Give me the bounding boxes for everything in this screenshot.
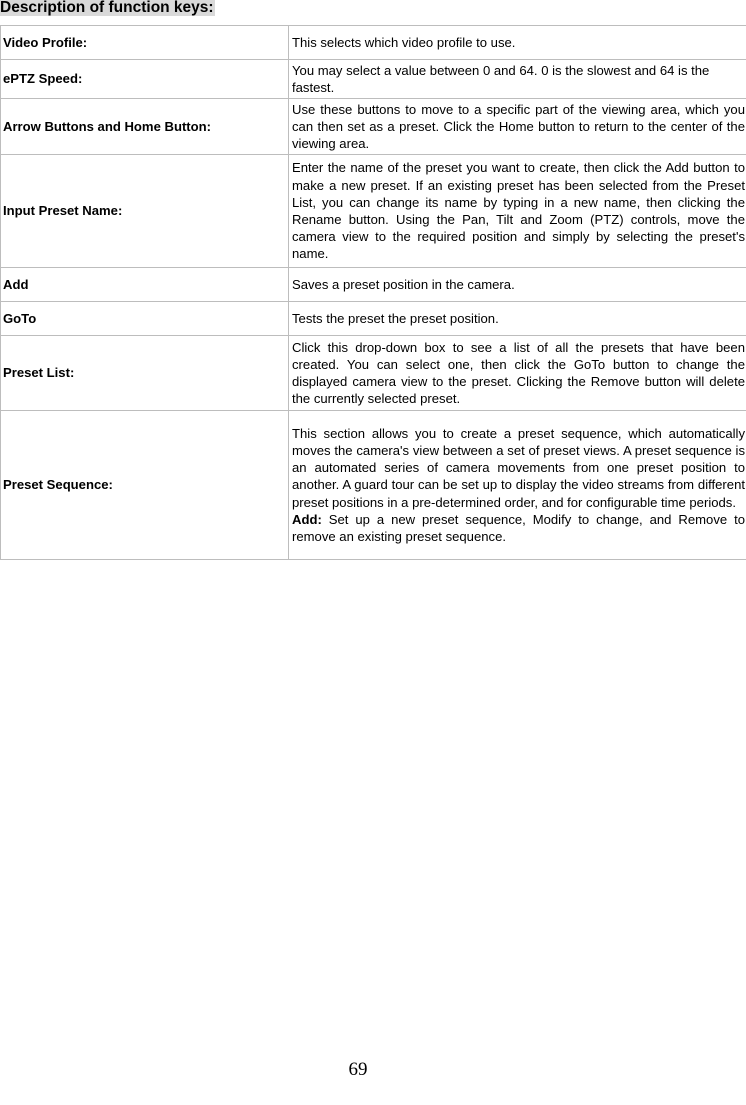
term-cell: Add <box>1 268 289 302</box>
table-row <box>1 336 746 411</box>
add-label: Add: <box>292 511 322 527</box>
table-row <box>1 26 746 60</box>
description-cell <box>289 411 746 560</box>
description-paragraph: This section allows you to create a preset sequence, which automatically moves the camera's view between a set of preset views. A preset sequence is an automated series of camera movements from one preset position to another. A guard tour can be set up to display the video streams from different preset positions in a pre-determined order, and for configurable time periods. <box>292 425 745 510</box>
description-cell: Tests the preset the preset position. <box>289 302 746 336</box>
description-cell: Saves a preset position in the camera. <box>289 268 746 302</box>
add-text: Set up a new preset sequence, Modify to change, and Remove to remove an existing preset sequence. <box>292 511 745 544</box>
term-cell: Input Preset Name: <box>1 155 289 268</box>
table-row <box>1 411 746 560</box>
table-row <box>1 99 746 155</box>
table-row <box>1 155 746 268</box>
table-row <box>1 60 746 99</box>
description-cell: This selects which video profile to use. <box>289 26 746 60</box>
section-heading: Description of function keys: <box>0 0 214 16</box>
description-cell: You may select a value between 0 and 64. 0 is the slowest and 64 is the fastest. <box>289 60 746 99</box>
term-cell: Preset List: <box>1 336 289 411</box>
table-row <box>1 302 746 336</box>
term-cell: Video Profile: <box>1 26 289 60</box>
page-number: 69 <box>348 1059 368 1080</box>
table-row <box>1 268 746 302</box>
term-cell: Preset Sequence: <box>1 411 289 560</box>
description-cell: Click this drop-down box to see a list of all the presets that have been created. You can select one, then click the GoTo button to change the displayed camera view to the preset. Clicking the Remove button will delete the currently selected preset. <box>289 336 746 411</box>
term-cell: GoTo <box>1 302 289 336</box>
function-keys-table <box>0 25 746 560</box>
description-cell: Enter the name of the preset you want to create, then click the Add button to make a new preset. If an existing preset has been selected from the Preset List, you can change its name by typing in a new name, then clicking the Rename button. Using the Pan, Tilt and Zoom (PTZ) controls, move the camera view to the required position and simply by selecting the preset's name. <box>289 155 746 268</box>
description-add-paragraph <box>292 511 745 545</box>
term-cell: Arrow Buttons and Home Button: <box>1 99 289 155</box>
term-cell: ePTZ Speed: <box>1 60 289 99</box>
description-cell: Use these buttons to move to a specific part of the viewing area, which you can then set as a preset. Click the Home button to return to the center of the viewing area. <box>289 99 746 155</box>
